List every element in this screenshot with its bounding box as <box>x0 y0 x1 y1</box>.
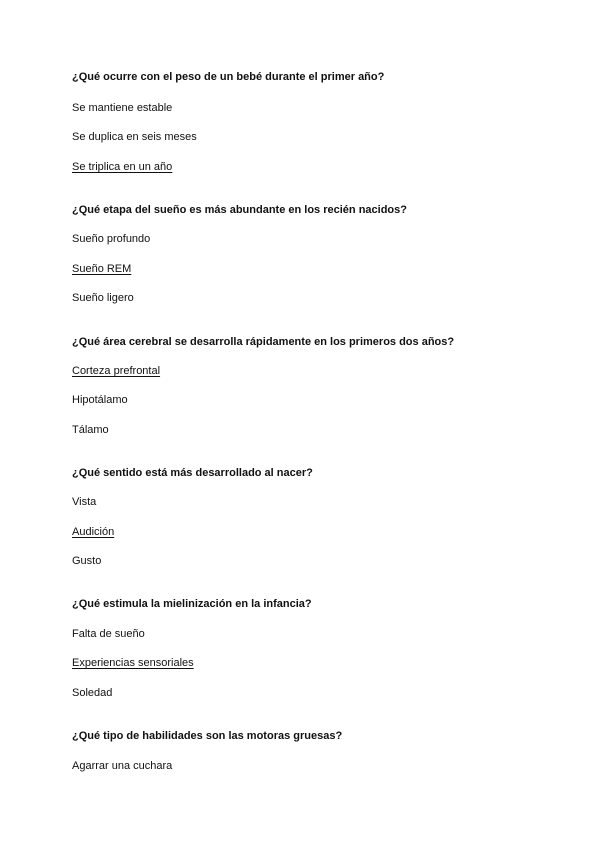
question-5-option-2: Experiencias sensoriales <box>72 657 194 669</box>
question-4-option-2: Audición <box>72 526 115 538</box>
question-6-option-1: Agarrar una cuchara <box>72 760 173 772</box>
question-4: ¿Qué sentido está más desarrollado al nacer? <box>72 467 313 479</box>
question-1-option-2: Se duplica en seis meses <box>72 131 197 143</box>
question-4-option-1: Vista <box>72 496 97 508</box>
question-5: ¿Qué estimula la mielinización en la infancia? <box>72 598 312 610</box>
question-5-option-3: Soledad <box>72 687 113 699</box>
question-1-option-1: Se mantiene estable <box>72 102 173 114</box>
question-1: ¿Qué ocurre con el peso de un bebé durante el primer año? <box>72 71 385 83</box>
question-3-option-3: Tálamo <box>72 424 109 436</box>
question-4-option-3: Gusto <box>72 555 102 567</box>
question-3-option-1: Corteza prefrontal <box>72 365 161 377</box>
question-1-option-3: Se triplica en un año <box>72 161 173 173</box>
question-2-option-1: Sueño profundo <box>72 233 151 245</box>
question-2: ¿Qué etapa del sueño es más abundante en los recién nacidos? <box>72 204 407 216</box>
question-2-option-3: Sueño ligero <box>72 292 134 304</box>
question-6: ¿Qué tipo de habilidades son las motoras gruesas? <box>72 730 343 742</box>
question-5-option-1: Falta de sueño <box>72 628 145 640</box>
question-3-option-2: Hipotálamo <box>72 394 128 406</box>
question-3: ¿Qué área cerebral se desarrolla rápidamente en los primeros dos años? <box>72 336 455 348</box>
question-2-option-2: Sueño REM <box>72 263 132 275</box>
